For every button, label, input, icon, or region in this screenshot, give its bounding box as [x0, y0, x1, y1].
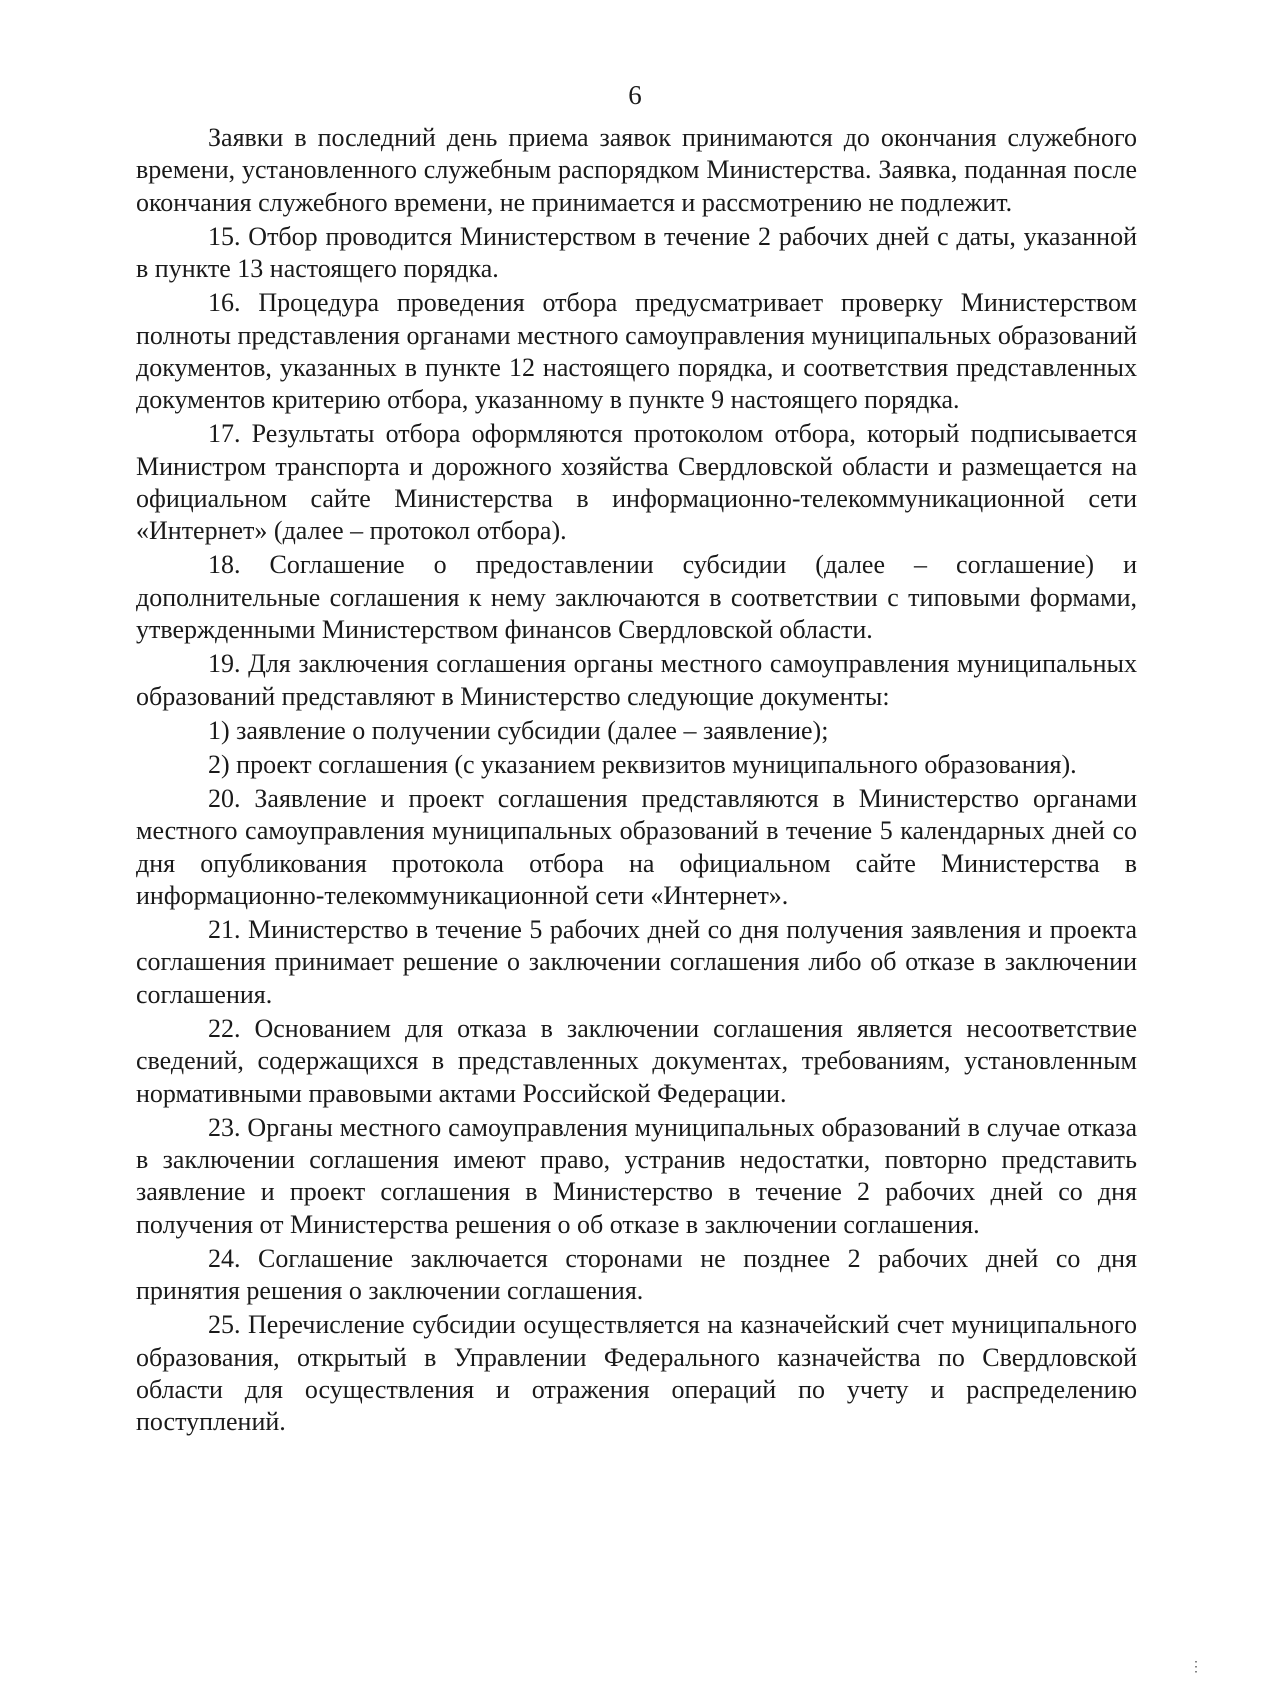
paragraph-16: 16. Процедура проведения отбора предусматривает проверку Министерством полноты представления органами местного самоуправления муниципальных образований документов, указанных в пункте 12 настоящего порядка, и соответствия представленных документов критерию отбора, указанному в пункте 9 настоящего порядка.: [136, 288, 1137, 415]
paragraph-15: 15. Отбор проводится Министерством в течение 2 рабочих дней с даты, указанной в пункте 13 настоящего порядка.: [136, 221, 1137, 284]
paragraph-18: 18. Соглашение о предоставлении субсидии (далее – соглашение) и дополнительные соглашения к нему заключаются в соответствии с типовыми формами, утвержденными Министерством финансов Свердловской области.: [136, 550, 1137, 645]
paragraph-21: 21. Министерство в течение 5 рабочих дней со дня получения заявления и проекта соглашения принимает решение о заключении соглашения либо об отказе в заключении соглашения.: [136, 915, 1137, 1009]
paragraph-23: 23. Органы местного самоуправления муниципальных образований в случае отказа в заключении соглашения имеют право, устранив недостатки, повторно представить заявление и проект соглашения в Министерство в течение 2 рабочих дней со дня получения от Министерства решения о об отказе в заключении соглашения.: [136, 1112, 1137, 1239]
paragraph-25: 25. Перечисление субсидии осуществляется на казначейский счет муниципального образования, открытый в Управлении Федерального казначейства по Свердловской области для осуществления и отражения операций по учету и распределению поступлений.: [136, 1310, 1137, 1437]
paragraph-17: 17. Результаты отбора оформляются протоколом отбора, который подписывается Министром транспорта и дорожного хозяйства Свердловской области и размещается на официальном сайте Министерства в информационно-телекоммуникационной сети «Интернет» (далее – протокол отбора).: [136, 419, 1137, 546]
paragraph-22: 22. Основанием для отказа в заключении соглашения является несоответствие сведений, содержащихся в представленных документах, требованиям, установленным нормативными правовыми актами Российской Федерации.: [136, 1013, 1137, 1108]
paragraph-application-deadline: Заявки в последний день приема заявок принимаются до окончания служебного времени, установленного служебным распорядком Министерства. Заявка, поданная после окончания служебного времени, не принимается и рассмотрению не подлежит.: [136, 123, 1137, 217]
paragraph-19: 19. Для заключения соглашения органы местного самоуправления муниципальных образований представляют в Министерство следующие документы:: [136, 649, 1137, 711]
paragraph-20: 20. Заявление и проект соглашения представляются в Министерство органами местного самоуправления муниципальных образований в течение 5 календарных дней со дня опубликования протокола отбора на официальном сайте Министерства в информационно-телекоммуникационной сети «Интернет».: [136, 784, 1137, 910]
paragraph-24: 24. Соглашение заключается сторонами не позднее 2 рабочих дней со дня принятия решения о заключении соглашения.: [136, 1243, 1137, 1306]
scan-edge-mark: ⋮: [1189, 1660, 1203, 1675]
page-number: 6: [628, 80, 642, 110]
list-item-2: 2) проект соглашения (с указанием реквизитов муниципального образования).: [208, 749, 1077, 779]
document-body: [136, 122, 1137, 1440]
list-item-1: 1) заявление о получении субсидии (далее – заявление);: [208, 715, 829, 745]
